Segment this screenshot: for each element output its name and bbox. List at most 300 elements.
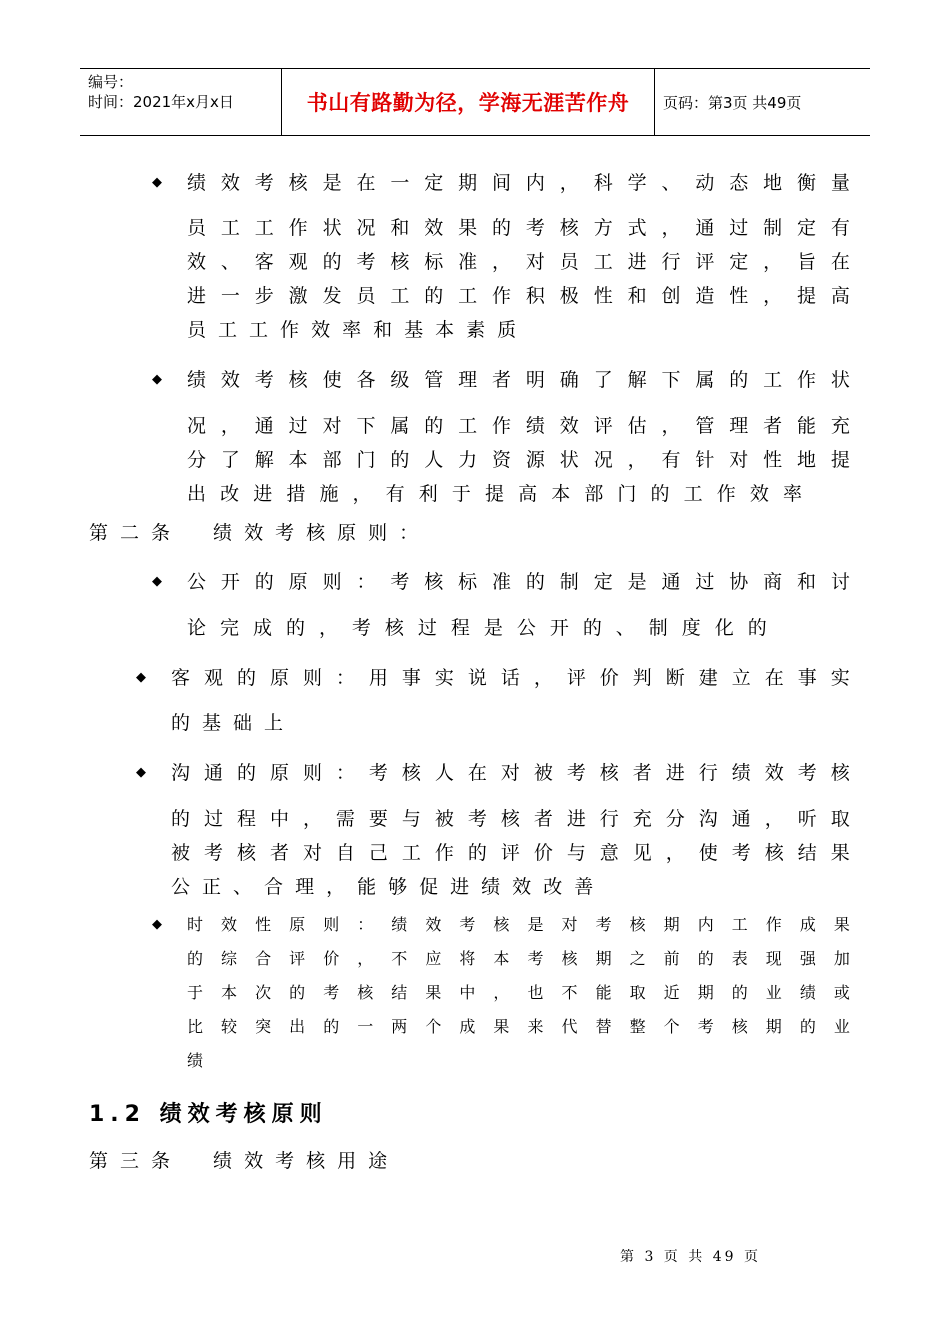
text-char: 综	[221, 949, 238, 968]
text-line	[187, 216, 850, 240]
text-char: 作	[288, 217, 308, 239]
text-char: 立	[731, 667, 751, 689]
text-char: 率	[342, 319, 362, 341]
text-char: 考	[595, 915, 612, 934]
text-char: 基	[404, 319, 424, 341]
text-char: 原	[289, 915, 306, 934]
text-char: 自	[335, 842, 355, 864]
text-char: 的	[322, 251, 342, 273]
text-char: 中	[459, 983, 476, 1002]
text-char: 的	[697, 949, 714, 968]
text-char: 考	[566, 762, 586, 784]
text-char: 制	[559, 571, 579, 593]
text-char: 原	[269, 667, 289, 689]
text-char: 对	[322, 415, 342, 437]
text-char: 使	[698, 842, 718, 864]
text-char: 沟	[171, 762, 191, 784]
text-char: 员	[187, 217, 207, 239]
text-char: 学	[627, 172, 647, 194]
header-left-cell	[80, 69, 281, 135]
text-char: 过	[203, 808, 223, 830]
text-char: 于	[187, 983, 204, 1002]
text-char: 在	[764, 667, 784, 689]
text-char: 表	[731, 949, 748, 968]
text-char: 开	[220, 571, 240, 593]
text-char: 中	[269, 808, 289, 830]
text-char: 三	[120, 1150, 140, 1172]
text-char: 讨	[830, 571, 850, 593]
text-char: 次	[255, 983, 272, 1002]
text-char: 了	[593, 369, 613, 391]
text-char: 促	[419, 876, 439, 898]
text-char: 较	[221, 1017, 238, 1036]
text-char: 效	[424, 217, 444, 239]
text-char: 评	[289, 949, 306, 968]
text-char: 提	[797, 285, 817, 307]
text-char: 的	[171, 808, 191, 830]
text-char: 的	[799, 1017, 816, 1036]
text-char: 与	[566, 842, 586, 864]
text-char: 评	[566, 667, 586, 689]
text-char: 被	[434, 808, 454, 830]
text-char: 事	[797, 667, 817, 689]
text-char: 观	[288, 251, 308, 273]
text-char: 理	[729, 415, 749, 437]
text-char: 核	[384, 617, 404, 639]
text-char: 个	[663, 1017, 680, 1036]
text-char: 能	[595, 983, 612, 1002]
text-char: 加	[833, 949, 850, 968]
text-char: 效	[512, 876, 532, 898]
text-char: 性	[255, 915, 272, 934]
text-char: 通	[731, 808, 751, 830]
text-line	[187, 1049, 215, 1073]
text-char: 内	[697, 915, 714, 934]
text-char: 过	[417, 617, 437, 639]
text-char: 的	[424, 285, 444, 307]
text-char: 工	[593, 251, 613, 273]
text-char: 工	[683, 483, 703, 505]
text-char: 充	[830, 415, 850, 437]
text-char: 工	[249, 319, 269, 341]
text-char: 员	[187, 319, 207, 341]
text-char: 开	[549, 617, 569, 639]
text-line	[187, 368, 850, 392]
text-line	[187, 171, 850, 195]
text-char: ：	[335, 667, 355, 689]
diamond-bullet-icon: ◆	[136, 765, 146, 780]
text-char: 提	[830, 449, 850, 471]
text-char: 程	[450, 617, 470, 639]
text-char: 质	[497, 319, 517, 341]
text-char: 管	[424, 369, 444, 391]
text-char: 业	[765, 983, 782, 1002]
text-char: 效	[187, 251, 207, 273]
text-char: 提	[484, 483, 504, 505]
text-line	[187, 250, 850, 274]
document-number-label: 编号：	[88, 73, 134, 91]
text-char: 事	[401, 667, 421, 689]
text-char: 管	[695, 415, 715, 437]
text-char: 行	[661, 251, 681, 273]
text-char: 本	[551, 483, 571, 505]
text-char: 成	[799, 915, 816, 934]
text-char: 资	[492, 449, 512, 471]
text-char: 行	[599, 808, 619, 830]
text-char: 过	[729, 217, 749, 239]
text-char: 核	[559, 217, 579, 239]
text-char: 分	[665, 808, 685, 830]
text-char: 者	[763, 415, 783, 437]
text-char: 考	[275, 522, 295, 544]
text-char: ，	[627, 449, 647, 471]
text-char: 、	[661, 172, 681, 194]
text-char: 对	[561, 915, 578, 934]
text-char: 的	[390, 449, 410, 471]
text-line	[187, 318, 528, 342]
text-char: 基	[202, 712, 222, 734]
text-char: 观	[203, 667, 223, 689]
text-char: 的	[187, 949, 204, 968]
text-char: 的	[650, 483, 670, 505]
text-char: 果	[425, 983, 442, 1002]
text-char: 核	[764, 842, 784, 864]
text-char: 效	[425, 915, 442, 934]
text-char: 效	[749, 483, 769, 505]
text-char: 的	[254, 571, 274, 593]
text-line	[187, 981, 850, 1005]
text-char: 被	[533, 762, 553, 784]
text-char: 者	[632, 762, 652, 784]
text-char: 工	[390, 285, 410, 307]
text-char: 价	[599, 667, 619, 689]
text-char: 极	[559, 285, 579, 307]
text-char: 上	[264, 712, 284, 734]
text-char: 客	[254, 251, 274, 273]
text-char: 的	[171, 712, 191, 734]
text-char: 施	[319, 483, 339, 505]
text-char: 工	[731, 915, 748, 934]
header-motto-cell	[281, 69, 655, 135]
page-footer: 第 3 页 共 49 页	[620, 1249, 761, 1265]
text-char: ：	[399, 522, 419, 544]
text-char: 工	[254, 217, 274, 239]
text-char: 核	[306, 522, 326, 544]
text-char: 不	[391, 949, 408, 968]
text-char: 于	[451, 483, 471, 505]
text-char: ，	[492, 251, 512, 273]
text-char: 考	[356, 251, 376, 273]
text-line	[171, 807, 850, 831]
text-char: 工	[401, 842, 421, 864]
text-char: 效	[559, 415, 579, 437]
text-char: 的	[289, 983, 306, 1002]
text-char: 沟	[698, 808, 718, 830]
text-char: 成	[459, 1017, 476, 1036]
text-char: 况	[593, 449, 613, 471]
text-char: 考	[254, 369, 274, 391]
text-char: 者	[269, 842, 289, 864]
text-char: ，	[357, 949, 374, 968]
text-char: 核	[306, 1150, 326, 1172]
page-header	[80, 68, 870, 136]
text-char: 和	[390, 217, 410, 239]
text-char: 绩	[391, 915, 408, 934]
text-char: 者	[492, 369, 512, 391]
diamond-bullet-icon: ◆	[152, 175, 162, 190]
text-char: 衡	[797, 172, 817, 194]
text-char: ，	[661, 415, 681, 437]
text-char: 效	[220, 369, 240, 391]
text-char: 理	[458, 369, 478, 391]
text-char: 和	[373, 319, 393, 341]
text-char: 进	[187, 285, 207, 307]
article-three-heading	[89, 1149, 399, 1173]
text-char: 出	[187, 483, 207, 505]
text-char: 作	[765, 915, 782, 934]
text-char: 公	[171, 876, 191, 898]
text-char: 公	[187, 571, 207, 593]
header-page-info: 页码：第3页 共49页	[663, 93, 802, 112]
text-char: 素	[466, 319, 486, 341]
text-char: 门	[617, 483, 637, 505]
text-line	[187, 616, 767, 640]
text-char: 协	[729, 571, 749, 593]
text-char: 通	[203, 762, 223, 784]
text-char: 考	[390, 571, 410, 593]
text-char: 门	[356, 449, 376, 471]
text-char: 来	[527, 1017, 544, 1036]
text-char: 的	[492, 217, 512, 239]
text-char: 正	[202, 876, 222, 898]
article-two-heading	[89, 521, 430, 545]
text-char: 核	[288, 369, 308, 391]
header-page-cell	[655, 69, 870, 135]
text-line	[187, 1015, 850, 1039]
text-char: 力	[458, 449, 478, 471]
diamond-bullet-icon: ◆	[136, 670, 146, 685]
text-char: 核	[731, 1017, 748, 1036]
text-char: 作	[716, 483, 736, 505]
text-char: 对	[500, 762, 520, 784]
text-char: 能	[797, 415, 817, 437]
text-char: 绩	[187, 172, 207, 194]
text-char: 改	[220, 483, 240, 505]
text-char: 将	[459, 949, 476, 968]
text-char: 考	[527, 949, 544, 968]
text-char: 对	[525, 251, 545, 273]
text-char: 部	[322, 449, 342, 471]
text-char: 性	[593, 285, 613, 307]
text-char: 考	[467, 808, 487, 830]
text-char: 的	[424, 415, 444, 437]
text-char: 考	[797, 762, 817, 784]
text-char: 针	[695, 449, 715, 471]
text-char: 进	[566, 808, 586, 830]
text-char: 的	[729, 369, 749, 391]
text-char: 绩	[187, 369, 207, 391]
text-char: 二	[120, 522, 140, 544]
text-char: 通	[661, 571, 681, 593]
text-char: 商	[763, 571, 783, 593]
text-char: 本	[221, 983, 238, 1002]
text-char: 论	[187, 617, 207, 639]
text-char: 或	[833, 983, 850, 1002]
text-char: 比	[187, 1017, 204, 1036]
text-char: 期	[765, 1017, 782, 1036]
text-line	[171, 666, 850, 690]
text-char: 作	[492, 285, 512, 307]
text-char: 需	[335, 808, 355, 830]
text-char: 措	[286, 483, 306, 505]
text-char: 工	[763, 369, 783, 391]
text-char: 部	[584, 483, 604, 505]
diamond-bullet-icon: ◆	[152, 917, 162, 932]
text-char: 和	[797, 571, 817, 593]
text-char: 第	[89, 1150, 109, 1172]
text-char: 突	[255, 1017, 272, 1036]
text-char: 行	[698, 762, 718, 784]
text-char: 程	[236, 808, 256, 830]
text-char: 的	[467, 842, 487, 864]
text-char: 被	[171, 842, 191, 864]
text-char: 近	[663, 983, 680, 1002]
text-char: 化	[714, 617, 734, 639]
text-char: 合	[255, 949, 272, 968]
text-char: 工	[220, 217, 240, 239]
text-char: 解	[254, 449, 274, 471]
text-char: 充	[632, 808, 652, 830]
text-char: 也	[527, 983, 544, 1002]
text-char: 了	[220, 449, 240, 471]
text-char: 一	[357, 1017, 374, 1036]
header-motto: 书山有路勤为径，学海无涯苦作舟	[306, 91, 630, 115]
text-char: 效	[311, 319, 331, 341]
text-char: 之	[629, 949, 646, 968]
text-char: 使	[322, 369, 342, 391]
text-char: 制	[763, 217, 783, 239]
text-char: 则	[302, 667, 322, 689]
text-char: 考	[731, 842, 751, 864]
section-heading: 1.2 绩效考核原则	[89, 1102, 328, 1127]
text-char: 价	[323, 949, 340, 968]
text-char: 效	[220, 172, 240, 194]
text-char: 核	[401, 762, 421, 784]
text-char: 是	[322, 172, 342, 194]
text-char: 况	[356, 217, 376, 239]
text-char: 态	[729, 172, 749, 194]
text-char: 各	[356, 369, 376, 391]
text-char: 准	[458, 251, 478, 273]
text-char: 核	[830, 762, 850, 784]
text-char: 估	[627, 415, 647, 437]
text-char: 果	[493, 1017, 510, 1036]
text-char: 考	[459, 915, 476, 934]
text-char: ，	[326, 876, 346, 898]
text-char: 状	[830, 369, 850, 391]
text-char: 本	[493, 949, 510, 968]
text-char: ，	[220, 415, 240, 437]
text-char: 本	[435, 319, 455, 341]
text-char: 高	[518, 483, 538, 505]
text-char: 见	[632, 842, 652, 864]
text-char: 和	[627, 285, 647, 307]
text-char: 考	[203, 842, 223, 864]
text-char: 取	[830, 808, 850, 830]
text-line	[187, 482, 802, 506]
text-char: 性	[729, 285, 749, 307]
text-char: 、	[615, 617, 635, 639]
text-char: 确	[559, 369, 579, 391]
text-char: 绩	[481, 876, 501, 898]
text-char: 整	[629, 1017, 646, 1036]
text-char: 础	[233, 712, 253, 734]
diamond-bullet-icon: ◆	[152, 372, 162, 387]
text-char: 工	[458, 415, 478, 437]
text-char: 绩	[731, 762, 751, 784]
text-line	[171, 711, 295, 735]
text-char: 理	[295, 876, 315, 898]
text-char: 进	[450, 876, 470, 898]
text-char: 考	[323, 983, 340, 1002]
text-char: 源	[525, 449, 545, 471]
text-char: 绩	[213, 1150, 233, 1172]
text-char: 途	[368, 1150, 388, 1172]
text-char: 作	[797, 369, 817, 391]
text-line	[187, 414, 850, 438]
text-char: 结	[797, 842, 817, 864]
text-char: 不	[561, 983, 578, 1002]
text-char: ，	[533, 667, 553, 689]
text-char: 改	[543, 876, 563, 898]
text-char: 期	[458, 172, 478, 194]
text-char: 核	[629, 915, 646, 934]
text-char: 实	[434, 667, 454, 689]
text-char: 作	[280, 319, 300, 341]
text-char: 听	[797, 808, 817, 830]
text-char: 期	[663, 915, 680, 934]
text-char: 地	[797, 449, 817, 471]
text-char: 下	[661, 369, 681, 391]
text-char: 要	[368, 808, 388, 830]
text-char: ：	[357, 915, 374, 934]
text-char: 激	[288, 285, 308, 307]
text-char: 条	[151, 1150, 171, 1172]
text-char: 进	[253, 483, 273, 505]
text-char: 标	[424, 251, 444, 273]
text-char: 是	[527, 915, 544, 934]
text-char: 己	[368, 842, 388, 864]
text-char: 用	[368, 667, 388, 689]
text-char: 分	[187, 449, 207, 471]
text-char: 考	[351, 617, 371, 639]
text-char: 话	[500, 667, 520, 689]
text-char: 效	[244, 1150, 264, 1172]
text-char: 是	[483, 617, 503, 639]
text-line	[187, 284, 850, 308]
text-char: 时	[187, 915, 204, 934]
text-char: 实	[830, 667, 850, 689]
text-char: 制	[648, 617, 668, 639]
text-char: 创	[661, 285, 681, 307]
text-char: 个	[425, 1017, 442, 1036]
text-char: 与	[401, 808, 421, 830]
text-char: 果	[833, 915, 850, 934]
text-char: 强	[799, 949, 816, 968]
text-char: 原	[337, 522, 357, 544]
text-char: 原	[288, 571, 308, 593]
text-char: 一	[390, 172, 410, 194]
